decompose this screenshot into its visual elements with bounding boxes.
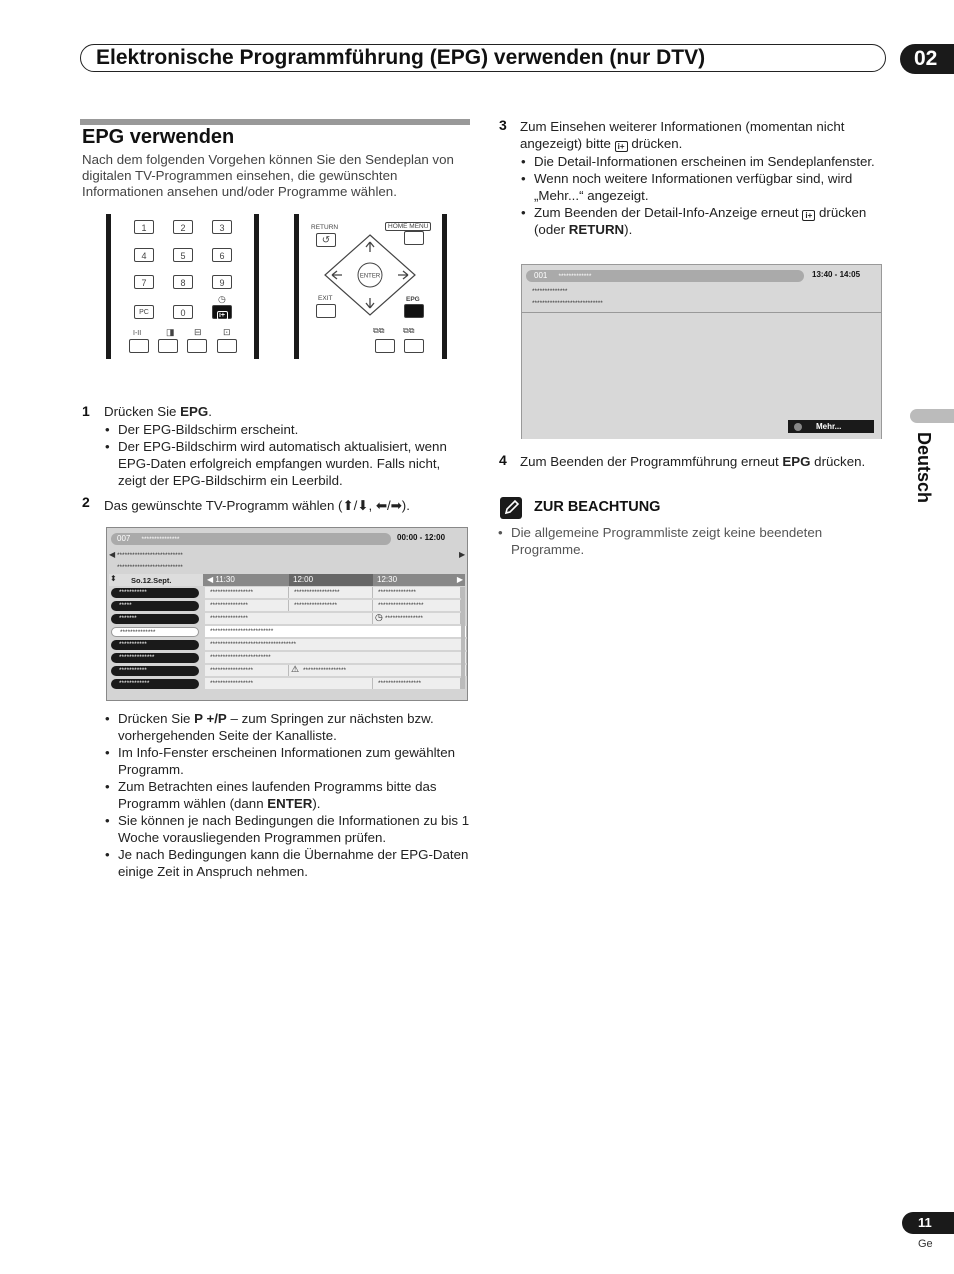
info-channel-number: 001 <box>534 271 548 280</box>
epg-program-cell: *************** <box>373 613 461 624</box>
home-menu-label: HOME MENU <box>385 222 431 231</box>
section-intro: Nach dem folgenden Vorgehen können Sie den Sendeplan von digitalen TV-Programmen einsehen, die gewünschten Informationen ansehen und/oder Programme wählen. <box>82 152 454 199</box>
epg-time-range: 00:00 - 12:00 <box>397 533 446 542</box>
step-3-text-part: Zum Einsehen weiterer Informationen (momentan nicht angezeigt) bitte <box>520 119 845 151</box>
epg-program-cell: ************************* <box>205 626 467 637</box>
list-item: • Der EPG-Bildschirm wird automatisch aktualisiert, wenn EPG-Daten erfolgreich empfangen wurden. Falls nicht, zeigt der EPG-Bildschirm ein Leerbild. <box>104 438 466 489</box>
info-icon: i+ <box>217 311 228 320</box>
remote-button <box>187 339 207 353</box>
epg-time-label: 12:30 <box>377 575 398 584</box>
key-6: 6 <box>212 248 232 262</box>
list-item: • Im Info-Fenster erscheinen Informationen zum gewählten Programm. <box>104 744 472 778</box>
remote-button <box>375 339 395 353</box>
arrow-right-icon: ▶ <box>459 550 466 559</box>
info-channel-bar <box>526 270 804 282</box>
key-2: 2 <box>173 220 193 234</box>
list-item <box>104 710 472 744</box>
list-item: • Sie können je nach Bedingungen die Informationen zu bis 1 Woche vorausliegenden Programmen prüfen. <box>104 812 472 846</box>
epg-scrollbar <box>461 587 465 689</box>
list-item-text: Zum Betrachten eines laufenden Programms bitte das Programm wählen (dann <box>118 779 437 811</box>
arrow-left-icon: ◀ <box>109 550 116 559</box>
key-5: 5 <box>173 248 193 262</box>
step-3-text-part: drücken. <box>627 136 683 151</box>
step-1-text <box>104 403 464 420</box>
list-item-text: ). <box>312 796 321 811</box>
index-icon: ⧉⧉ <box>403 326 415 335</box>
info-channel-name: ************* <box>558 273 592 280</box>
audio-label: I-II <box>133 330 142 337</box>
epg-label: EPG <box>406 296 420 303</box>
step-3-bullets <box>520 153 886 238</box>
page-number: 11 <box>902 1212 954 1234</box>
epg-time-header: ◀ 11:30 <box>203 574 289 586</box>
more-indicator <box>788 420 874 433</box>
list-item-text: – zum Springen zur nächsten bzw. vorhergehenden Seite der Kanalliste. <box>118 711 434 743</box>
epg-program-cell: *************** <box>205 613 373 624</box>
language-tab-marker <box>910 409 954 423</box>
epg-date-cell <box>109 574 203 586</box>
language-tab-label: Deutsch <box>914 432 934 504</box>
remote-navigation-illustration <box>294 214 450 359</box>
step-4-number: 4 <box>499 452 507 468</box>
key-8: 8 <box>173 275 193 289</box>
key-4: 4 <box>134 248 154 262</box>
text-reveal-icon: ⊡ <box>223 327 231 337</box>
page-title: Elektronische Programmführung (EPG) verwenden (nur DTV) <box>96 46 706 69</box>
step-1-text-part: Drücken Sie <box>104 404 181 419</box>
remote-edge <box>254 214 259 359</box>
step-4-key: EPG <box>782 454 811 469</box>
list-item-text: Drücken Sie <box>118 711 195 726</box>
key-1: 1 <box>134 220 154 234</box>
text-hold-icon: ⊟ <box>194 327 202 337</box>
epg-channel-name: *************** <box>141 536 180 543</box>
step-2-text: Das gewünschte TV-Programm wählen (⬆/⬇, ⬅/➡). <box>104 498 410 513</box>
return-icon: ↺ <box>316 233 336 247</box>
list-item: • Die Detail-Informationen erscheinen im Sendeplanfenster. <box>520 153 886 170</box>
key-7: 7 <box>134 275 154 289</box>
list-item-key: P +/P <box>194 711 227 726</box>
epg-program-cell: ***************** <box>289 600 373 611</box>
epg-channel-item: ************ <box>111 679 199 689</box>
step-4-text <box>520 453 886 470</box>
epg-program-cell: ***************** <box>289 665 467 676</box>
info-time-range: 13:40 - 14:05 <box>812 270 861 279</box>
remote-button <box>404 339 424 353</box>
epg-info-line: ************************** <box>117 564 183 571</box>
chapter-badge: 02 <box>900 44 954 74</box>
epg-time-label: 11:30 <box>215 575 235 584</box>
step-3-number: 3 <box>499 117 507 133</box>
updown-icon: ⬍ <box>110 574 117 583</box>
remote-edge <box>106 214 111 359</box>
epg-date: So.12.Sept. <box>131 576 172 585</box>
text-mode-icon: ◨ <box>166 327 175 337</box>
epg-program-cell: ***************** <box>205 587 289 598</box>
step-4-text-part: Zum Beenden der Programmführung erneut <box>520 454 783 469</box>
epg-channel-item: ************** <box>111 653 199 663</box>
list-item: • Die allgemeine Programmliste zeigt keine beendeten Programme. <box>497 524 877 558</box>
epg-time-header <box>373 574 465 586</box>
subpage-icon: ⧉⧉ <box>373 326 385 335</box>
step-1-key: EPG <box>180 404 209 419</box>
step-1-text-part: . <box>208 404 212 419</box>
epg-channel-item: ***** <box>111 601 199 611</box>
clock-icon: ◷ <box>218 294 226 304</box>
key-0: 0 <box>173 305 193 319</box>
remote-button <box>217 339 237 353</box>
note-pencil-icon <box>500 497 522 519</box>
epg-program-cell: ***************** <box>205 678 373 689</box>
key-9: 9 <box>212 275 232 289</box>
section-rule <box>80 119 470 125</box>
remote-edge <box>294 214 299 359</box>
arrow-right-icon: ▶ <box>456 575 463 584</box>
more-label: Mehr... <box>816 422 842 431</box>
epg-program-cell: ****************** <box>373 600 461 611</box>
detail-info-screen-illustration <box>521 264 882 439</box>
key-pc: PC <box>134 305 154 319</box>
remote-button <box>129 339 149 353</box>
epg-channel-item: *********** <box>111 666 199 676</box>
remote-keypad-illustration <box>106 214 262 359</box>
timer-icon: ◷ <box>375 612 383 622</box>
epg-channel-number: 007 <box>117 534 131 543</box>
step-2-bullets <box>104 710 472 880</box>
list-item: • Wenn noch weitere Informationen verfügbar sind, wird „Mehr...“ angezeigt. <box>520 170 886 204</box>
info-line: ************** <box>532 288 568 295</box>
remote-edge <box>442 214 447 359</box>
list-item: • Je nach Bedingungen kann die Übernahme der EPG-Daten einige Zeit in Anspruch nehmen. <box>104 846 472 880</box>
exit-key <box>316 304 336 318</box>
epg-info-line: ************************** <box>117 552 183 559</box>
more-dot-icon <box>794 423 802 431</box>
info-icon: i+ <box>615 141 628 152</box>
step-1-number: 1 <box>82 403 90 419</box>
epg-program-cell: *************** <box>373 587 461 598</box>
epg-time-header: 12:00 <box>289 574 373 586</box>
return-label: RETURN <box>311 224 339 231</box>
epg-program-cell: *************** <box>205 600 289 611</box>
epg-channel-bar <box>111 533 391 545</box>
warning-icon: ⚠ <box>291 664 300 674</box>
epg-program-cell: ***************** <box>373 678 461 689</box>
epg-program-cell: ************************ <box>205 652 467 663</box>
key-3: 3 <box>212 220 232 234</box>
exit-label: EXIT <box>318 295 333 302</box>
list-item-text: Zum Beenden der Detail-Info-Anzeige erneut <box>534 205 803 220</box>
list-item-text: drücken (oder <box>534 205 867 237</box>
step-4-text-part: drücken. <box>810 454 866 469</box>
epg-key <box>404 304 424 318</box>
list-item <box>520 204 886 238</box>
epg-program-cell: ***************** <box>205 665 289 676</box>
step-2-number: 2 <box>82 494 90 510</box>
epg-channel-item: ******* <box>111 614 199 624</box>
remote-button <box>158 339 178 353</box>
info-line: **************************** <box>532 300 603 307</box>
epg-channel-item: *********** <box>111 640 199 650</box>
epg-channel-item: *********** <box>111 588 199 598</box>
list-item-key: ENTER <box>267 796 313 811</box>
step-1-bullets <box>104 421 466 489</box>
page-language-code: Ge <box>918 1238 933 1250</box>
info-icon: i+ <box>802 210 815 221</box>
list-item: • Der EPG-Bildschirm erscheint. <box>104 421 466 438</box>
note-bullets <box>497 524 877 558</box>
epg-program-cell: ********************************** <box>205 639 467 650</box>
note-title: ZUR BEACHTUNG <box>534 499 661 515</box>
info-key <box>212 305 232 319</box>
epg-channel-item-selected: ************** <box>111 627 199 637</box>
list-item-text: ). <box>624 222 633 237</box>
list-item-key: RETURN <box>568 222 625 237</box>
epg-program-cell: ****************** <box>289 587 373 598</box>
step-3-text <box>520 118 886 152</box>
enter-label: ENTER <box>359 273 381 280</box>
list-item <box>104 778 472 812</box>
epg-screen-illustration <box>106 527 468 701</box>
section-title: EPG verwenden <box>82 126 235 148</box>
